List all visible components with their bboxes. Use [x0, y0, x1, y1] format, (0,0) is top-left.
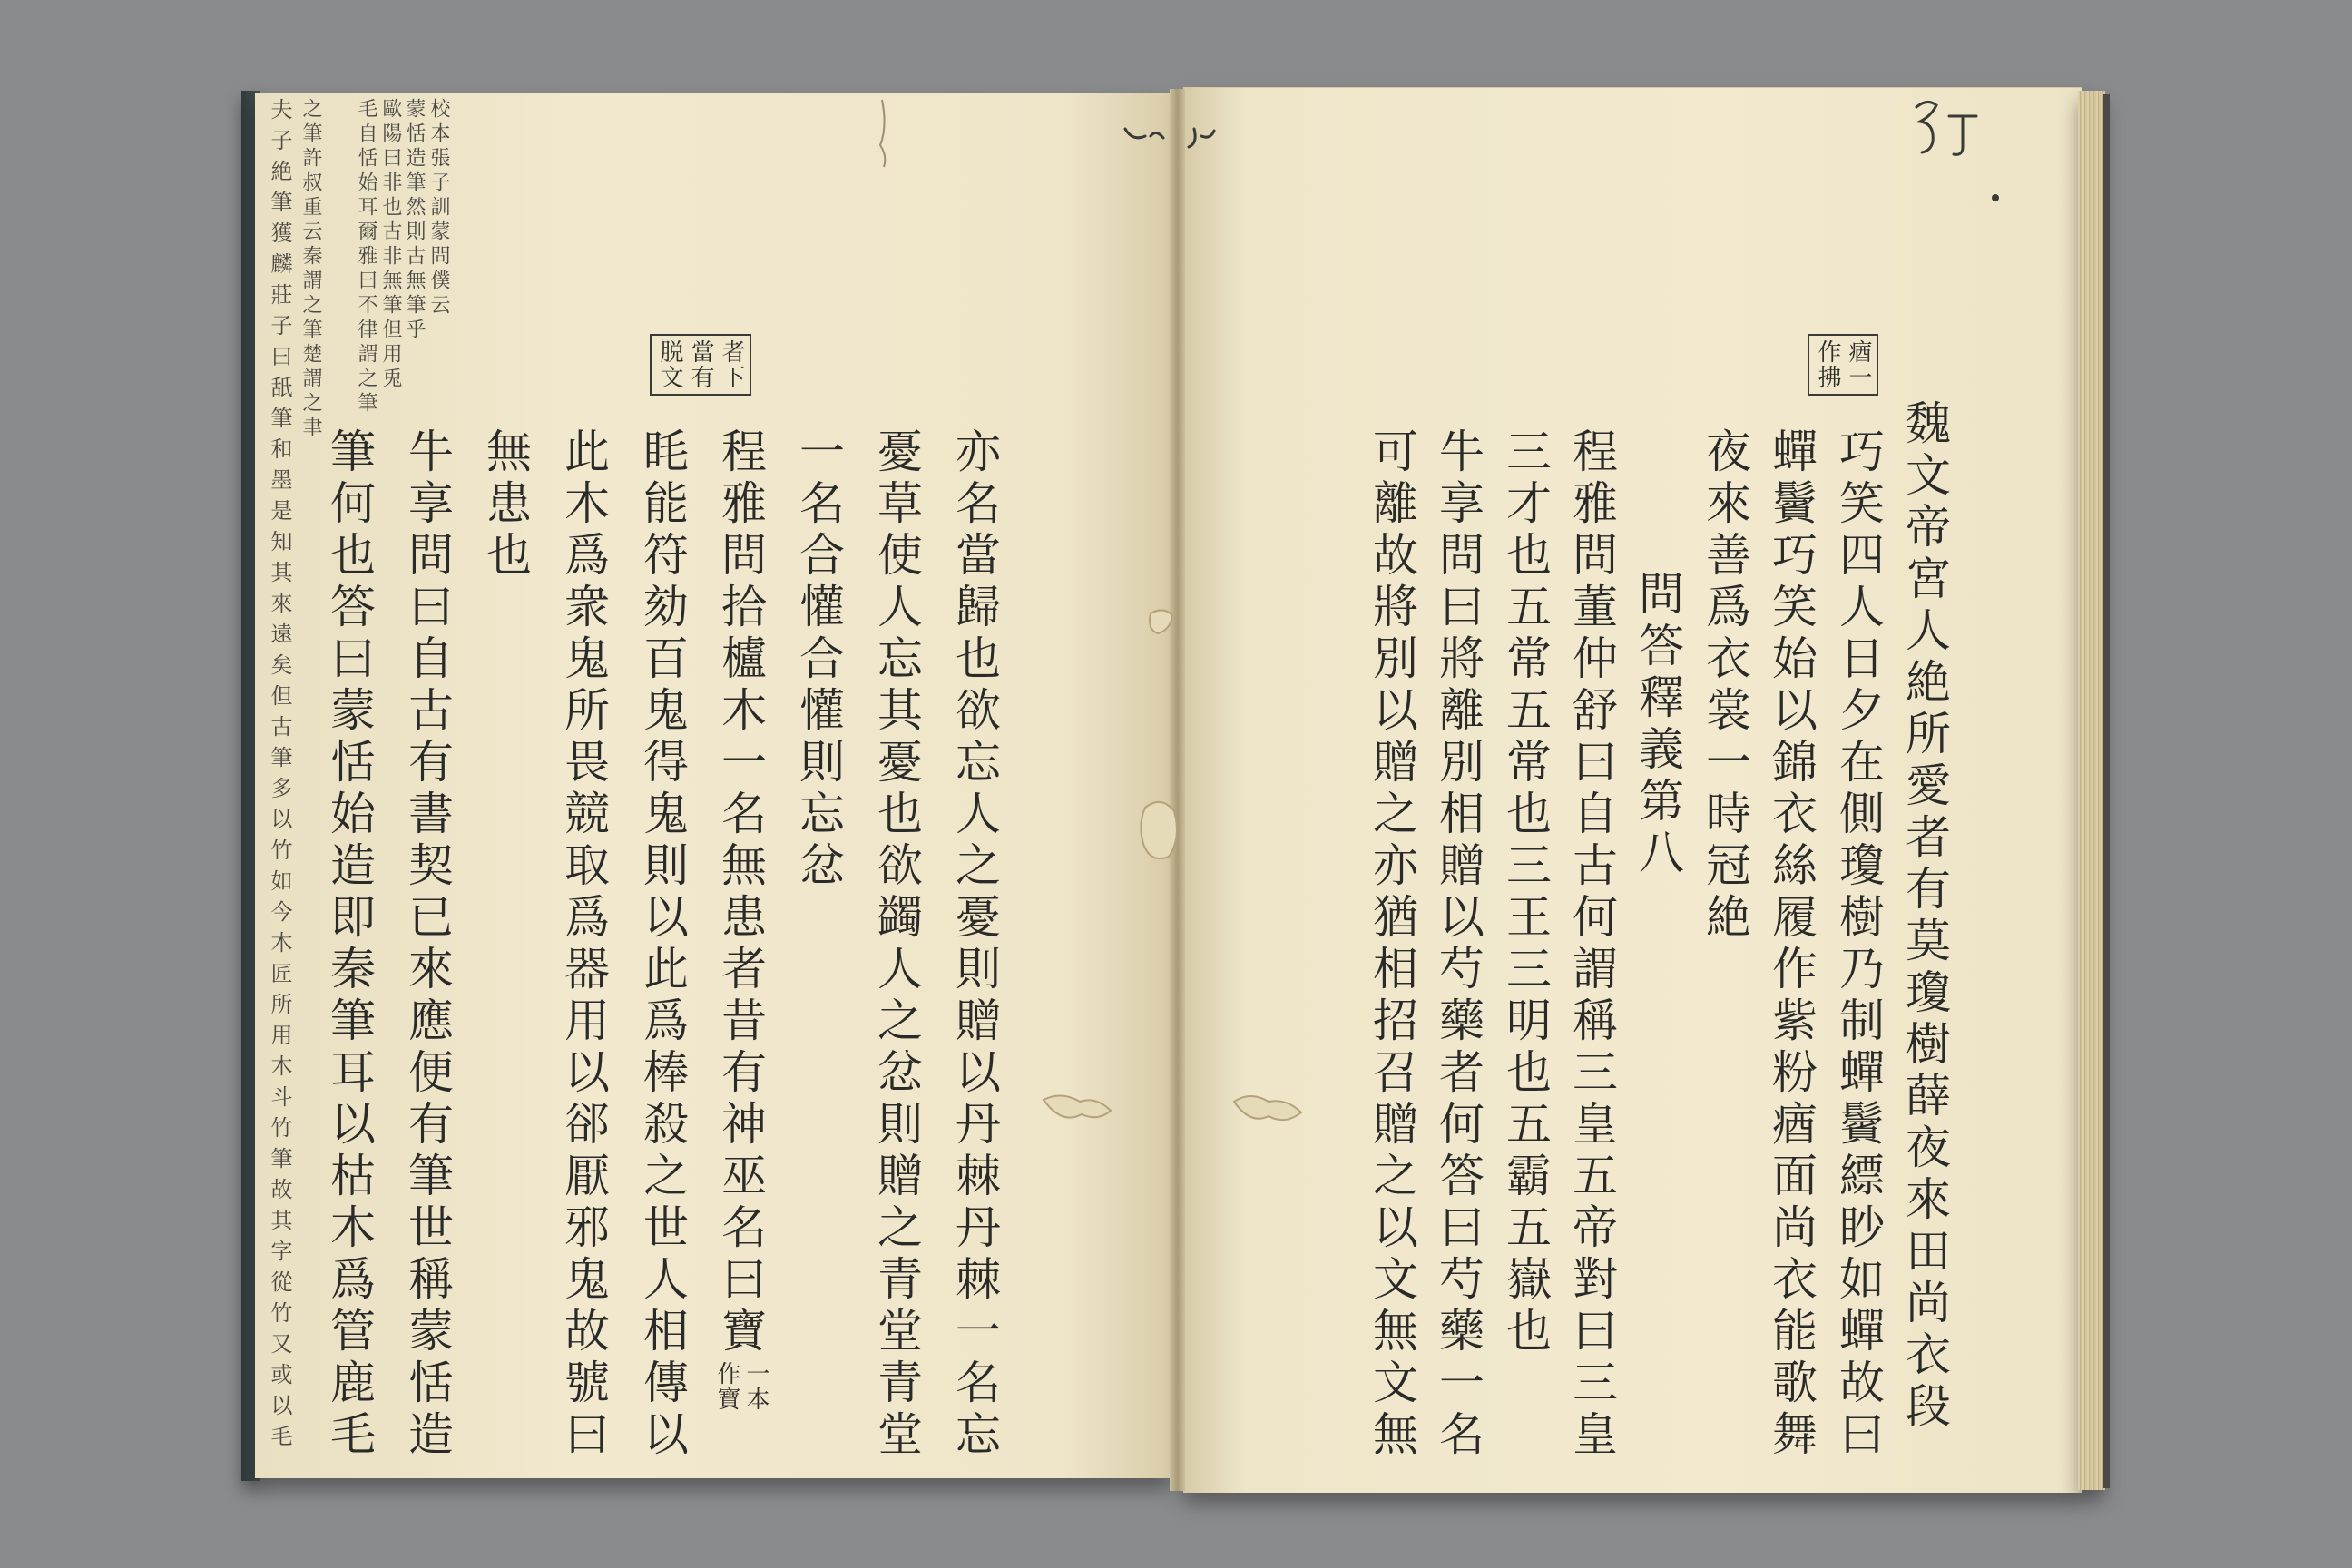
handwritten-note: 校本張子訓蒙問僕云: [427, 98, 450, 318]
handwritten-note: 蒙恬造筆然則古無筆乎: [403, 98, 426, 343]
left-page-column-2: 憂草使人忘其憂也欲蠲人之忿則贈之青堂青堂: [870, 427, 923, 1462]
left-page-column-9: 筆何也答曰蒙恬始造即秦筆耳以枯木爲管鹿毛: [323, 427, 376, 1462]
right-page-column-1: 魏文帝宮人絶所愛者有莫瓊樹薛夜來田尚衣段: [1898, 399, 1951, 1434]
inline-note-column: 作寶: [713, 1361, 740, 1412]
left-page-column-6: 此木爲衆鬼所畏競取爲器用以郤厭邪鬼故號曰: [557, 427, 610, 1462]
left-page-column-3: 一名合懽合懽則忘忿: [792, 427, 845, 893]
inline-interlinear-note: [713, 1361, 769, 1412]
annotation-column: 者下: [718, 339, 745, 390]
handwritten-note: 毛自恬始耳爾雅曰不律謂之筆: [355, 98, 377, 416]
annotation-column: 當有: [687, 339, 714, 390]
handwritten-note: 之筆許叔重云秦謂之筆楚謂之聿: [299, 98, 322, 441]
right-page-column-9: 可離故將別以贈之亦猶相招召贈之以文無文無: [1366, 427, 1418, 1462]
handwritten-note: 歐陽曰非也古非無筆但用兎: [379, 98, 402, 392]
handwritten-note-long: 夫子絶筆獲麟莊子曰舐筆和墨是知其來遠矣但古筆多以竹如今木匠所用木斗竹筆故其字從竹又或以毛: [267, 98, 292, 1455]
book-spine: [1170, 89, 1185, 1491]
right-page-column-8: 牛享問曰將離別相贈以芍藥者何答曰芍藥一名: [1432, 427, 1485, 1462]
left-page-column-7: 無患也: [479, 427, 532, 583]
left-page-column-5: 眊能符劾百鬼得鬼則以此爲棒殺之世人相傳以: [636, 427, 689, 1462]
inline-note-column: 一本: [742, 1361, 769, 1412]
page-stack-edge: [2078, 91, 2105, 1490]
right-cover-edge: [2103, 94, 2110, 1488]
right-page-annotation-box: [1808, 334, 1878, 396]
left-page-column-8: 牛享問曰自古有書契已來應便有筆世稱蒙恬造: [401, 427, 454, 1462]
right-page-column-2: 巧笑四人日夕在側瓊樹乃制蟬鬢縹眇如蟬故曰: [1832, 427, 1885, 1462]
left-page-annotation-box: [650, 334, 751, 396]
right-page-column-7: 三才也五常五常也三王三明也五霸五嶽也: [1499, 427, 1552, 1358]
annotation-column: 㾞一: [1845, 339, 1872, 390]
right-page-column-3: 蟬鬢巧笑始以錦衣絲履作紫粉㾞面尚衣能歌舞: [1765, 427, 1818, 1462]
annotation-column: 脱文: [656, 339, 683, 390]
right-page-column-4: 夜來善爲衣裳一時冠絶: [1699, 427, 1751, 945]
right-page-column-6: 程雅問董仲舒曰自古何謂稱三皇五帝對曰三皇: [1565, 427, 1618, 1462]
left-page-column-4: 程雅問拾櫨木一名無患者昔有神巫名曰寶: [714, 427, 767, 1358]
section-heading: 問答釋義第八: [1632, 570, 1684, 880]
left-page-column-1: 亦名當歸也欲忘人之憂則贈以丹棘丹棘一名忘: [948, 427, 1001, 1462]
annotation-column: 作拂: [1814, 339, 1841, 390]
